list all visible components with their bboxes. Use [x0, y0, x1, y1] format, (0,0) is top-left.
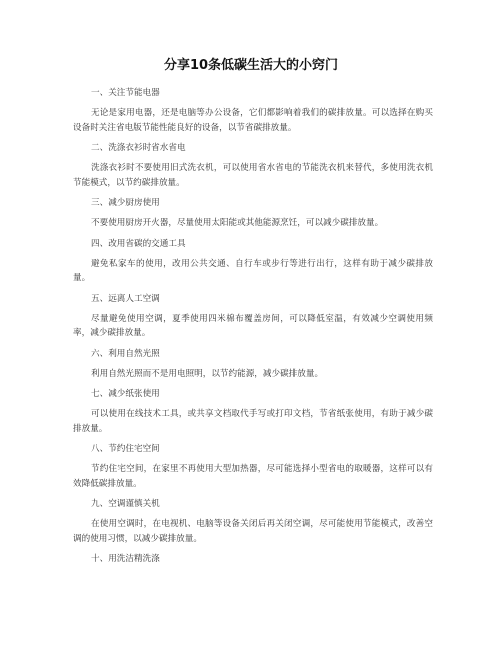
- document-body: [73, 87, 433, 572]
- section-10: [73, 553, 433, 565]
- section-paragraph: 可以使用在线技术工具，或共享文档取代手写或打印文档，节省纸张使用，有助于减少碳排放量。: [73, 409, 433, 434]
- section-9: [73, 498, 433, 546]
- section-heading: 一、关注节能电器: [91, 88, 160, 98]
- section-paragraph: 利用自然光照而不是用电照明，以节约能源，减少碳排放量。: [91, 368, 324, 379]
- section-paragraph: 节约住宅空间，在家里不再使用大型加热器，尽可能选择小型省电的取暖器，这样可以有效降低碳排放量。: [73, 464, 433, 489]
- section-7: [73, 388, 433, 436]
- section-paragraph: 不要使用厨房开火器，尽量使用太阳能或其他能源烹饪，可以减少碳排放量。: [91, 218, 384, 228]
- section-1: [73, 87, 433, 135]
- section-8: [73, 443, 433, 491]
- section-heading: 七、减少纸张使用: [91, 389, 160, 399]
- section-paragraph: 无论是家用电器，还是电脑等办公设备，它们都影响着我们的碳排放量。可以选择在购买设备时关注省电版节能性能良好的设备，以节省碳排放量。: [73, 108, 433, 133]
- section-heading: 八、节约住宅空间: [91, 444, 160, 454]
- section-4: [73, 238, 433, 286]
- section-heading: 二、洗涤衣衫时省水省电: [91, 143, 186, 153]
- section-heading: 九、空调谨慎关机: [91, 499, 160, 509]
- section-6: [73, 348, 433, 382]
- section-paragraph: 避免私家车的使用，改用公共交通、自行车或步行等进行出行，这样有助于减少碳排放量。: [73, 258, 433, 283]
- section-heading: 三、减少厨房使用: [91, 198, 160, 208]
- section-3: [73, 197, 433, 231]
- section-paragraph: 洗涤衣衫时不要使用旧式洗衣机，可以使用省水省电的节能洗衣机来替代，多使用洗衣机节能模式，以节约碳排放量。: [73, 163, 433, 188]
- section-heading: 四、改用省碳的交通工具: [91, 238, 186, 249]
- section-2: [73, 142, 433, 190]
- section-heading: 六、利用自然光照: [91, 348, 160, 359]
- document-title: 分享10条低碳生活大的小窍门: [163, 58, 339, 73]
- section-paragraph: 在使用空调时，在电视机、电脑等设备关闭后再关闭空调，尽可能使用节能模式，改善空调的使用习惯，以减少碳排放量。: [73, 519, 433, 544]
- section-heading: 十、用洗洁精洗涤: [91, 554, 160, 564]
- section-heading: 五、远离人工空调: [91, 293, 160, 304]
- section-paragraph: 尽量避免使用空调，夏季使用四米棉布覆盖房间，可以降低室温，有效减少空调使用频率，减少碳排放量。: [73, 313, 433, 338]
- section-5: [73, 293, 433, 341]
